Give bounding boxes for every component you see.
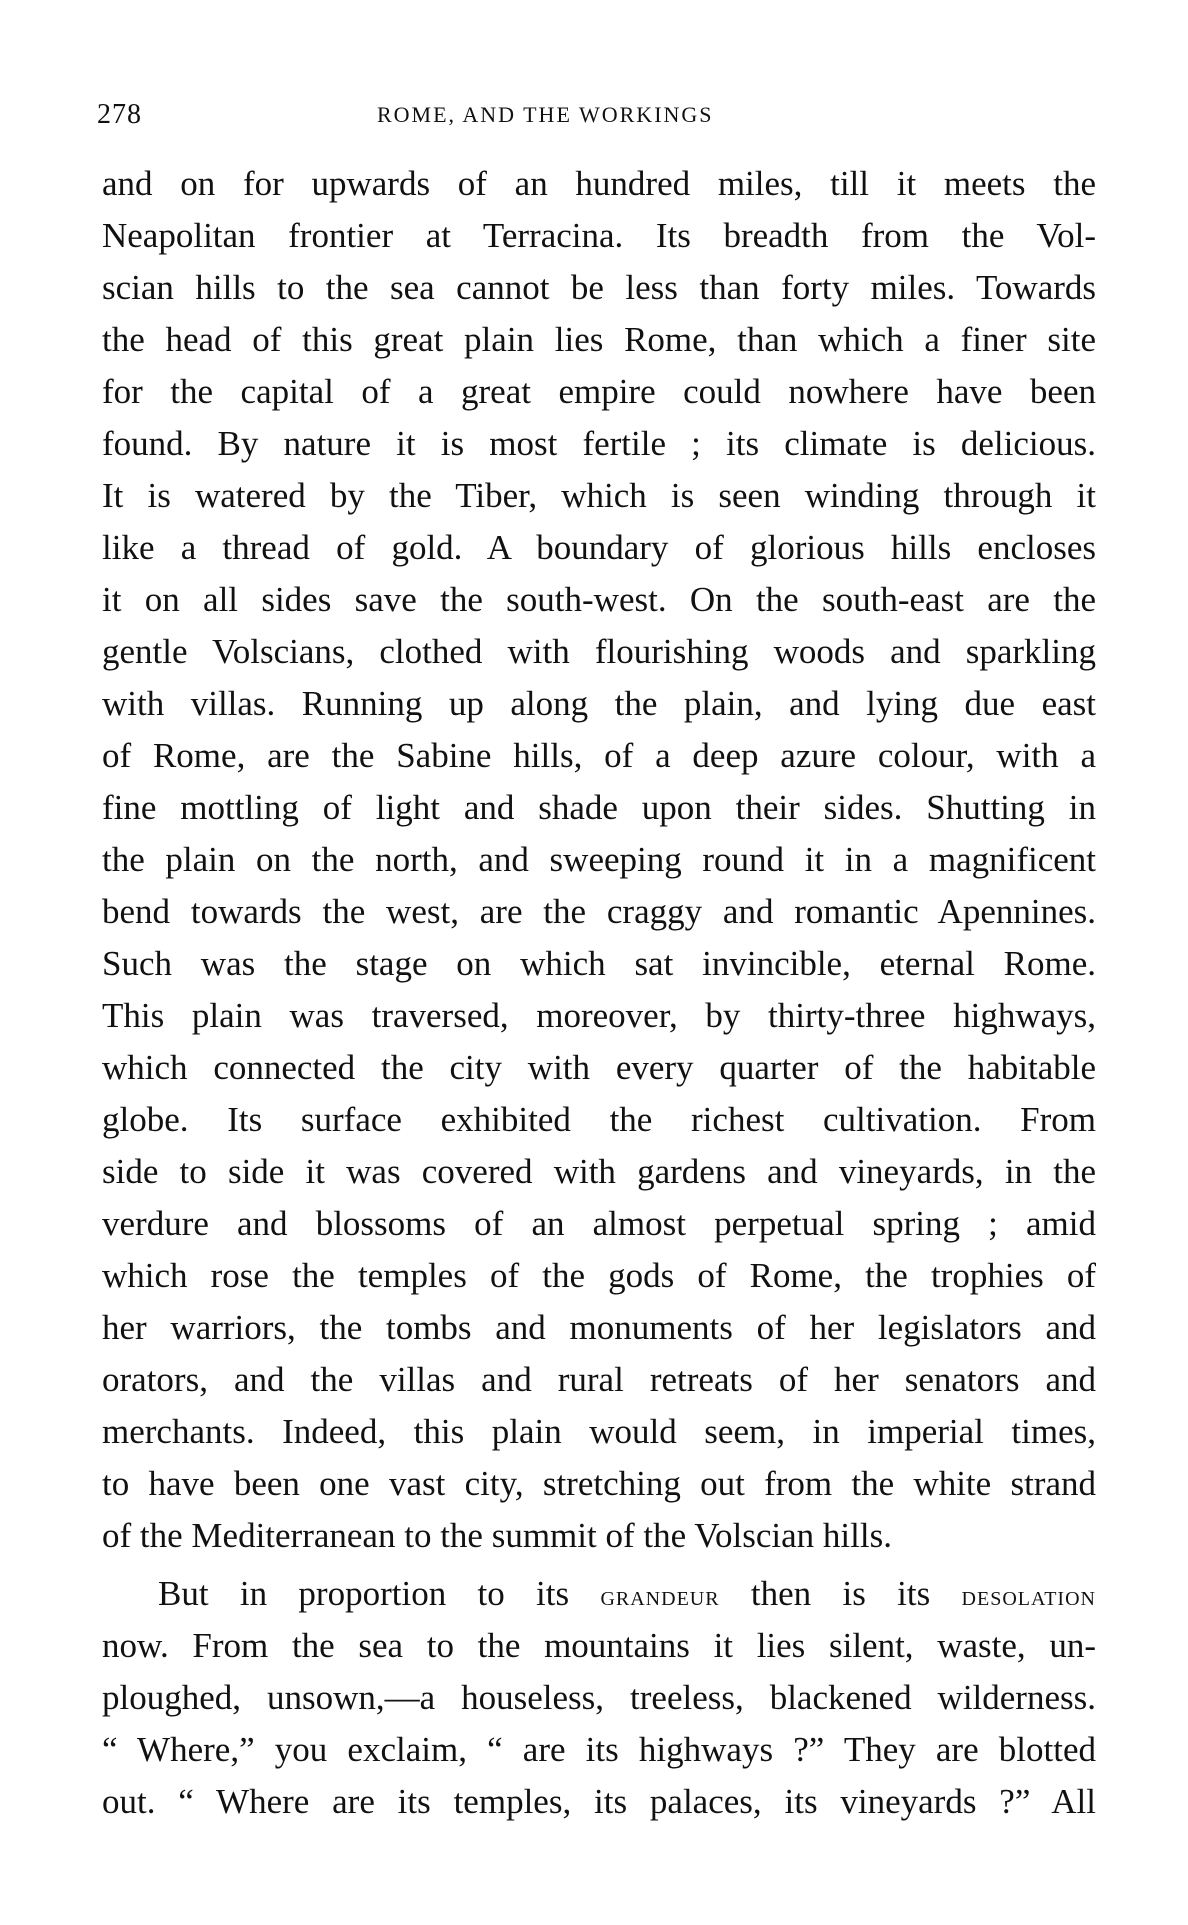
paragraph-1 <box>102 158 1096 1562</box>
text-fragment: then is its <box>719 1574 962 1613</box>
body-text <box>102 158 1096 1828</box>
text-line: the head of this great plain lies Rome, than which a finer site <box>102 320 1096 359</box>
text-line: ploughed, unsown,—a houseless, treeless, blackened wilderness. <box>102 1678 1096 1717</box>
text-line: like a thread of gold. A boundary of glorious hills encloses <box>102 528 1096 567</box>
text-line: to have been one vast city, stretching out from the white strand <box>102 1464 1096 1503</box>
text-line: the plain on the north, and sweeping round it in a magnificent <box>102 840 1096 879</box>
page-number: 278 <box>97 99 142 130</box>
text-line: Neapolitan frontier at Terracina. Its breadth from the Vol- <box>102 216 1096 255</box>
text-line <box>102 1568 1096 1620</box>
text-line: it on all sides save the south-west. On the south-east are the <box>102 580 1096 619</box>
text-line: “ Where,” you exclaim, “ are its highways ?” They are blotted <box>102 1730 1096 1769</box>
text-line: fine mottling of light and shade upon their sides. Shutting in <box>102 788 1096 827</box>
text-line: bend towards the west, are the craggy and romantic Apennines. <box>102 892 1096 931</box>
text-line: for the capital of a great empire could nowhere have been <box>102 372 1096 411</box>
text-line: globe. Its surface exhibited the richest cultivation. From <box>102 1100 1096 1139</box>
text-line: of Rome, are the Sabine hills, of a deep azure colour, with a <box>102 736 1096 775</box>
text-line: This plain was traversed, moreover, by thirty-three highways, <box>102 996 1096 1035</box>
text-line: verdure and blossoms of an almost perpetual spring ; amid <box>102 1204 1096 1243</box>
text-line: now. From the sea to the mountains it lies silent, waste, un- <box>102 1626 1096 1665</box>
text-line: Such was the stage on which sat invincible, eternal Rome. <box>102 944 1096 983</box>
paragraph-2 <box>102 1568 1096 1828</box>
text-line: gentle Volscians, clothed with flourishing woods and sparkling <box>102 632 1096 671</box>
text-line: and on for upwards of an hundred miles, till it meets the <box>102 164 1096 203</box>
running-title: ROME, AND THE WORKINGS <box>377 102 714 127</box>
text-line: scian hills to the sea cannot be less than forty miles. Towards <box>102 268 1096 307</box>
text-line: of the Mediterranean to the summit of the Volscian hills. <box>102 1516 892 1555</box>
text-line: orators, and the villas and rural retreats of her senators and <box>102 1360 1096 1399</box>
text-line: merchants. Indeed, this plain would seem, in imperial times, <box>102 1412 1096 1451</box>
text-line: with villas. Running up along the plain, and lying due east <box>102 684 1096 723</box>
text-line: found. By nature it is most fertile ; its climate is delicious. <box>102 424 1096 463</box>
text-line: out. “ Where are its temples, its palaces, its vineyards ?” All <box>102 1782 1096 1821</box>
running-head <box>97 98 1107 132</box>
text-line: side to side it was covered with gardens and vineyards, in the <box>102 1152 1096 1191</box>
text-line: which rose the temples of the gods of Rome, the trophies of <box>102 1256 1096 1295</box>
small-caps-word: grandeur <box>600 1581 720 1612</box>
text-line: It is watered by the Tiber, which is seen winding through it <box>102 476 1096 515</box>
text-line: which connected the city with every quarter of the habitable <box>102 1048 1096 1087</box>
text-line: her warriors, the tombs and monuments of her legislators and <box>102 1308 1096 1347</box>
small-caps-word: desolation <box>961 1581 1096 1612</box>
text-fragment: But in proportion to its <box>158 1574 601 1613</box>
